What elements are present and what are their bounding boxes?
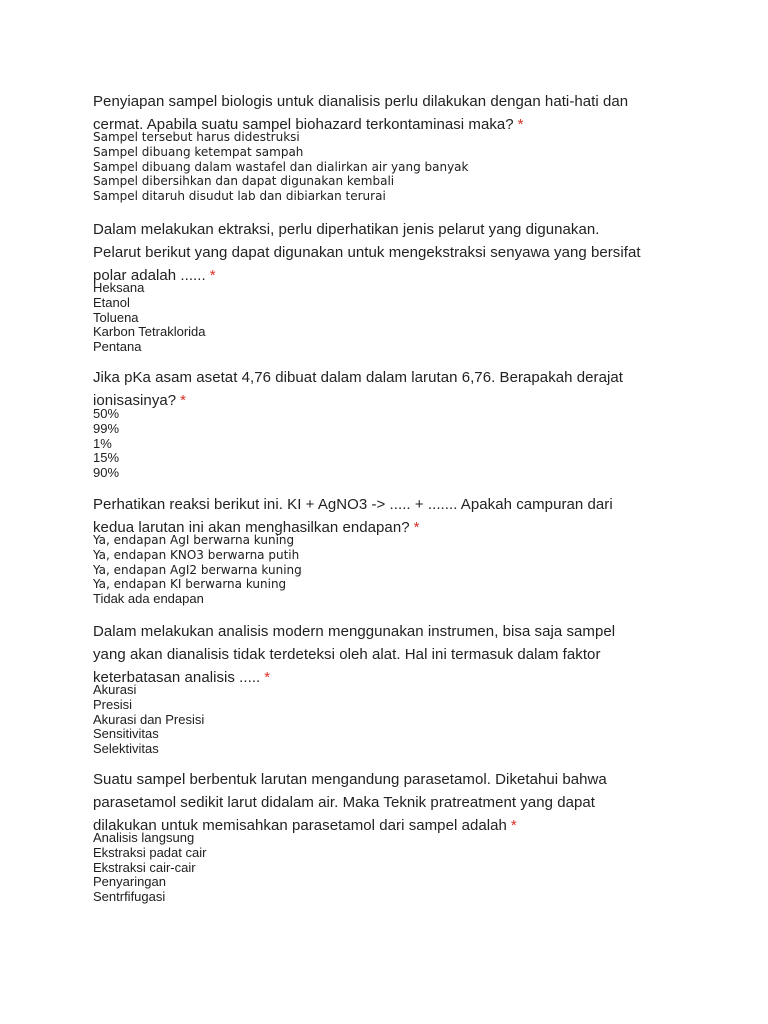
option-item[interactable]: Pentana bbox=[93, 339, 142, 355]
option-list bbox=[93, 683, 615, 757]
required-marker: * bbox=[264, 669, 271, 686]
option-item[interactable]: 99% bbox=[93, 420, 120, 436]
question-line: Dalam melakukan analisis modern menggunakan instrumen, bisa saja sampel bbox=[93, 623, 616, 640]
option-item[interactable]: Sentrfifugasi bbox=[93, 889, 166, 905]
question-text bbox=[93, 620, 615, 689]
option-item[interactable]: Analisis langsung bbox=[93, 830, 195, 845]
question-line: Jika pKa asam asetat 4,76 dibuat dalam dalam larutan 6,76. Berapakah derajat bbox=[93, 369, 623, 386]
question-line: cermat. Apabila suatu sampel biohazard terkontaminasi maka? bbox=[93, 116, 514, 133]
question-1 bbox=[93, 90, 628, 204]
option-item[interactable]: Sampel ditaruh disudut lab dan dibiarkan terurai bbox=[93, 189, 386, 204]
question-3 bbox=[93, 366, 623, 481]
option-item[interactable]: Presisi bbox=[93, 696, 133, 712]
option-list bbox=[93, 533, 613, 607]
question-line: Penyiapan sampel biologis untuk dianalisis perlu dilakukan dengan hati-hati dan bbox=[93, 93, 629, 110]
option-list bbox=[93, 130, 628, 204]
question-line: dilakukan untuk memisahkan parasetamol dari sampel adalah bbox=[93, 817, 507, 834]
required-marker: * bbox=[517, 116, 524, 133]
required-marker: * bbox=[180, 392, 187, 409]
question-line: Perhatikan reaksi berikut ini. KI + AgNO3 -> ..... + ....... Apakah campuran dari bbox=[93, 496, 613, 513]
option-item[interactable]: Ekstraksi padat cair bbox=[93, 844, 207, 860]
option-item[interactable]: Toluena bbox=[93, 309, 139, 325]
option-item[interactable]: Akurasi dan Presisi bbox=[93, 711, 205, 727]
option-item[interactable]: Selektivitas bbox=[93, 741, 159, 757]
option-item[interactable]: Sensitivitas bbox=[93, 726, 159, 742]
option-list bbox=[93, 407, 623, 481]
option-list bbox=[93, 281, 641, 355]
option-item[interactable]: Ya, endapan KI berwarna kuning bbox=[93, 577, 287, 592]
option-item[interactable]: 90% bbox=[93, 465, 120, 481]
question-2 bbox=[93, 218, 641, 355]
option-item[interactable]: Tidak ada endapan bbox=[93, 591, 204, 607]
question-text bbox=[93, 366, 623, 412]
question-text bbox=[93, 768, 607, 837]
option-item[interactable]: Karbon Tetraklorida bbox=[93, 324, 206, 340]
question-line: ionisasinya? bbox=[93, 392, 177, 409]
option-item[interactable]: Sampel dibuang ketempat sampah bbox=[93, 144, 304, 159]
question-line: Suatu sampel berbentuk larutan mengandung parasetamol. Diketahui bahwa bbox=[93, 771, 607, 788]
required-marker: * bbox=[209, 267, 216, 284]
option-item[interactable]: 15% bbox=[93, 450, 120, 466]
question-line: polar adalah ...... bbox=[93, 267, 206, 284]
option-item[interactable]: Ekstraksi cair-cair bbox=[93, 859, 196, 875]
option-item[interactable]: Ya, endapan AgI2 berwarna kuning bbox=[93, 562, 302, 577]
question-4 bbox=[93, 493, 613, 607]
option-item[interactable]: 1% bbox=[93, 435, 112, 451]
option-item[interactable]: Akurasi bbox=[93, 682, 137, 697]
option-item[interactable]: Sampel dibersihkan dan dapat digunakan kembali bbox=[93, 174, 395, 189]
option-item[interactable]: Penyaringan bbox=[93, 874, 166, 890]
option-item[interactable]: Sampel tersebut harus didestruksi bbox=[93, 130, 300, 144]
required-marker: * bbox=[413, 519, 420, 536]
question-line: parasetamol sedikit larut didalam air. Maka Teknik pratreatment yang dapat bbox=[93, 794, 596, 811]
question-line: keterbatasan analisis ..... bbox=[93, 669, 261, 686]
option-item[interactable]: Heksana bbox=[93, 280, 145, 295]
option-item[interactable]: Ya, endapan KNO3 berwarna putih bbox=[93, 547, 300, 562]
option-item[interactable]: Ya, endapan AgI berwarna kuning bbox=[93, 533, 295, 547]
question-6 bbox=[93, 768, 607, 905]
question-5 bbox=[93, 620, 615, 757]
question-line: kedua larutan ini akan menghasilkan endapan? bbox=[93, 519, 410, 536]
option-item[interactable]: 50% bbox=[93, 406, 120, 421]
question-line: yang akan dianalisis tidak terdeteksi oleh alat. Hal ini termasuk dalam faktor bbox=[93, 646, 601, 663]
question-text bbox=[93, 218, 641, 287]
option-list bbox=[93, 831, 607, 905]
question-line: Dalam melakukan ektraksi, perlu diperhatikan jenis pelarut yang digunakan. bbox=[93, 221, 600, 238]
option-item[interactable]: Sampel dibuang dalam wastafel dan dialirkan air yang banyak bbox=[93, 159, 469, 174]
option-item[interactable]: Etanol bbox=[93, 294, 130, 310]
required-marker: * bbox=[510, 817, 517, 834]
question-line: Pelarut berikut yang dapat digunakan untuk mengekstraksi senyawa yang bersifat bbox=[93, 244, 641, 261]
